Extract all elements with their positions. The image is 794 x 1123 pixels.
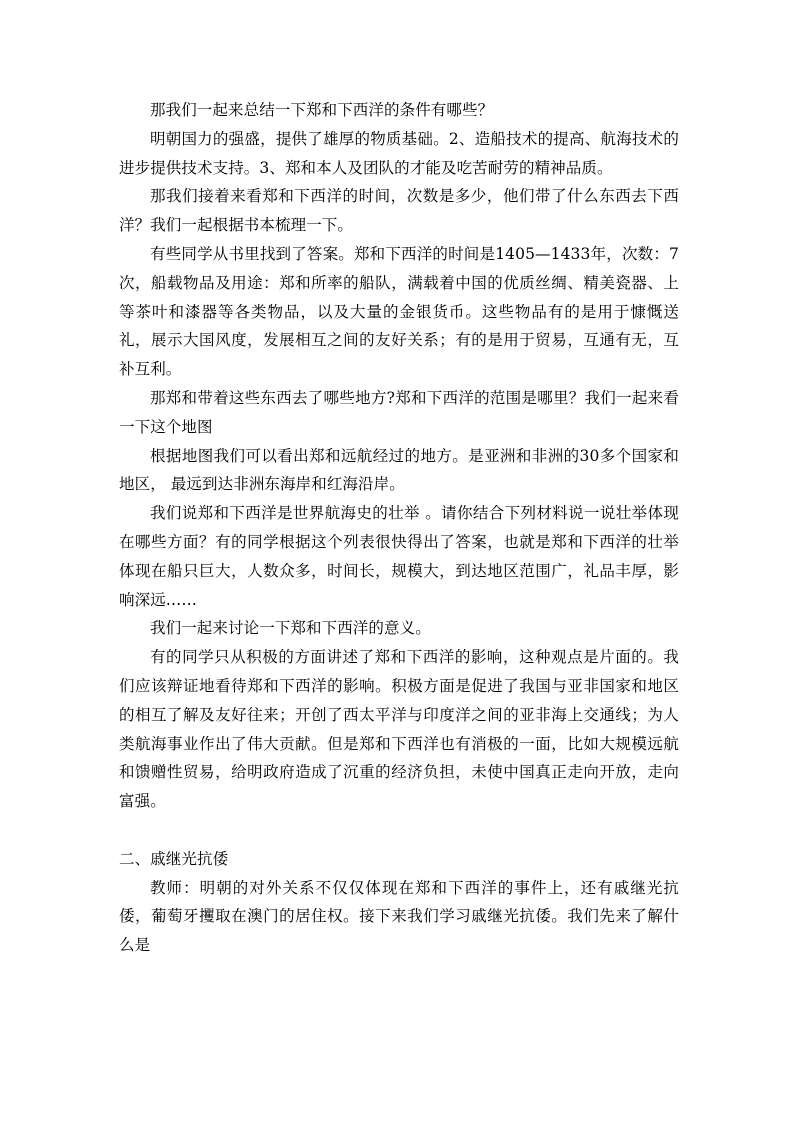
- paragraph-feat: 我们说郑和下西洋是世界航海史的壮举 。请你结合下列材料说一说壮举体现在哪些方面？有的同学根据这个列表很快得出了答案，也就是郑和下西洋的壮举体现在船只巨大，人数众多，时间长，规模大，到达地区范围广，礼品丰厚，影响深远……: [119, 504, 679, 609]
- document-body: [119, 96, 679, 960]
- paragraph-teacher-intro: 教师：明朝的对外关系不仅仅体现在郑和下西洋的事件上，还有戚继光抗倭，葡萄牙攫取在澳门的居住权。接下来我们学习戚继光抗倭。我们先来了解什么是: [119, 878, 679, 955]
- paragraph-significance: 有的同学只从积极的方面讲述了郑和下西洋的影响，这种观点是片面的。我们应该辩证地看待郑和下西洋的影响。积极方面是促进了我国与亚非国家和地区的相互了解及友好往来；开创了西太平洋与印度洋之间的亚非海上交通线；为人类航海事业作出了伟大贡献。但是郑和下西洋也有消极的一面，比如大规模远航和馈赠性贸易，给明政府造成了沉重的经济负担，未使中国真正走向开放，走向富强。: [119, 648, 679, 811]
- paragraph-route-question: 那郑和带着这些东西去了哪些地方?郑和下西洋的范围是哪里？我们一起来看一下这个地图: [119, 388, 679, 436]
- paragraph-significance-intro: 我们一起来讨论一下郑和下西洋的意义。: [150, 619, 431, 638]
- paragraph-route-answer: 根据地图我们可以看出郑和远航经过的地方。是亚洲和非洲的30多个国家和地区， 最远到达非洲东海岸和红海沿岸。: [119, 446, 679, 494]
- paragraph-conditions-answer: 明朝国力的强盛，提供了雄厚的物质基础。2、造船技术的提高、航海技术的进步提供技术支持。3、郑和本人及团队的才能及吃苦耐劳的精神品质。: [119, 129, 679, 177]
- section-heading: 二、戚继光抗倭: [119, 849, 229, 868]
- paragraph-time-question: 那我们接着来看郑和下西洋的时间，次数是多少，他们带了什么东西去下西洋？我们一起根据书本梳理一下。: [119, 187, 679, 235]
- paragraph-conditions-question: 那我们一起来总结一下郑和下西洋的条件有哪些？: [150, 101, 494, 119]
- paragraph-time-answer: 有些同学从书里找到了答案。郑和下西洋的时间是1405—1433年，次数：7次，船载物品及用途：郑和所率的船队，满载着中国的优质丝绸、精美瓷器、上等茶叶和漆器等各类物品，以及大量的金银货币。这些物品有的是用于慷慨送礼，展示大国风度，发展相互之间的友好关系；有的是用于贸易，互通有无，互补互利。: [119, 244, 679, 379]
